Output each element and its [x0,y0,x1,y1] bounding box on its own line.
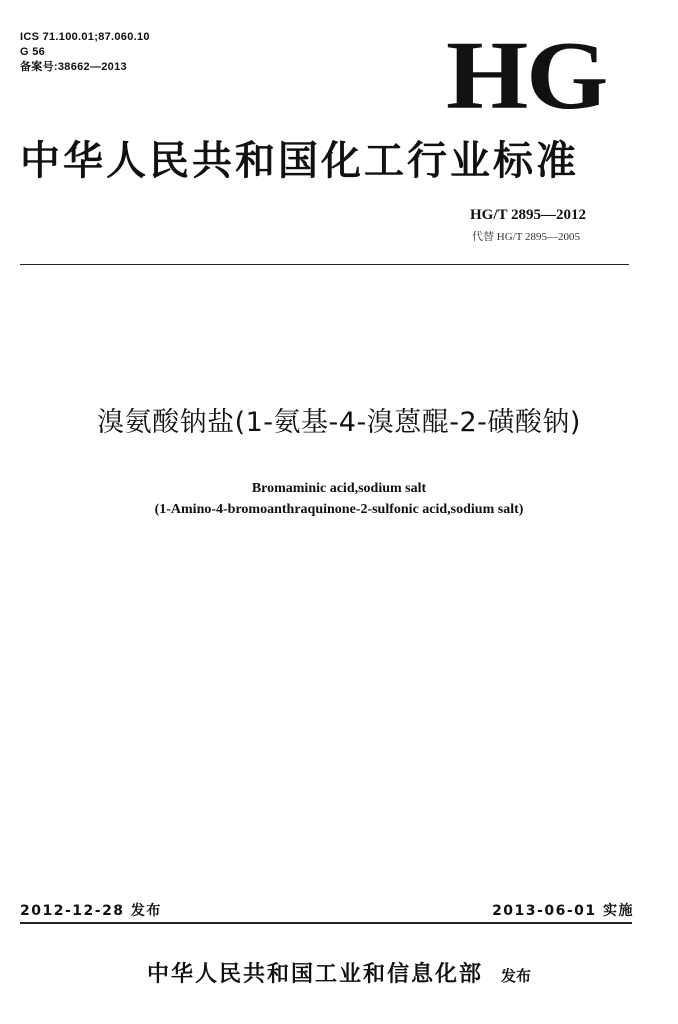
issuer-line [0,957,678,988]
document-title-en-line1: Bromaminic acid,sodium salt [251,481,427,496]
replaces-note: 代替 HG/T 2895—2005 [472,231,580,243]
issuer-name: 中华人民共和国工业和信息化部 [146,962,483,987]
standard-code: HG/T 2895—2012 [470,207,586,223]
filing-number: 备案号:38662—2013 [20,61,127,73]
effective-date: 2013-06-01 实施 [492,903,634,919]
hg-logo: HG [446,22,607,130]
document-title-en [0,478,678,520]
ics-code: ICS 71.100.01;87.060.10 [20,31,150,43]
document-title-en-line2: (1-Amino-4-bromoanthraquinone-2-sulfonic acid,sodium salt) [154,502,524,517]
meta-block [20,30,150,75]
standard-title: 中华人民共和国化工行业标准 [20,138,579,184]
document-title-cn: 溴氨酸钠盐(1-氨基-4-溴蒽醌-2-磺酸钠) [97,407,581,438]
classification-code: G 56 [20,46,46,58]
bottom-divider [20,922,632,924]
issuer-action: 发布 [501,967,532,985]
top-divider [20,264,629,265]
publish-date: 2012-12-28 发布 [20,903,162,919]
